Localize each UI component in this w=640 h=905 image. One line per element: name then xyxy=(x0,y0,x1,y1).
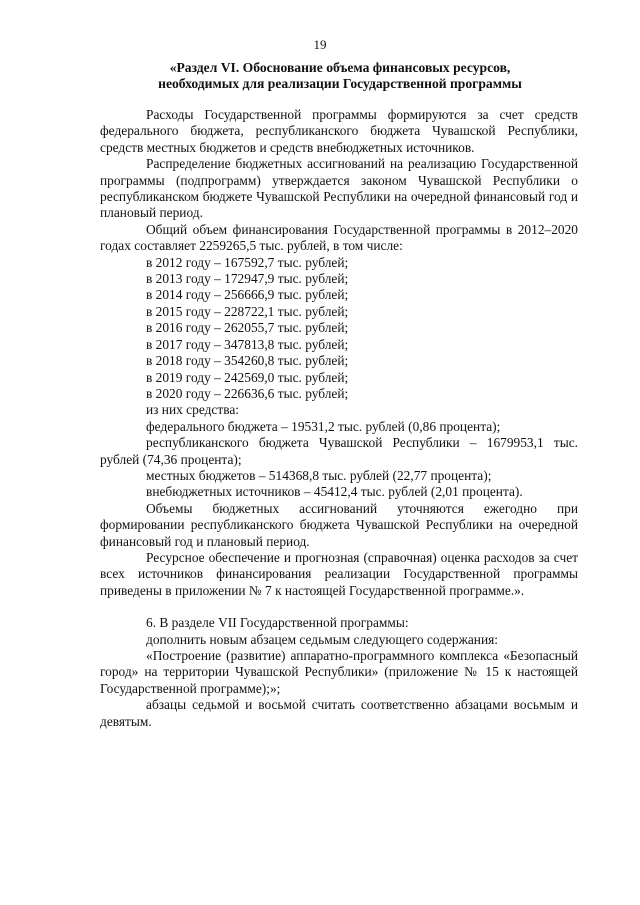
paragraph-resource-provision: Ресурсное обеспечение и прогнозная (справочная) оценка расходов за счет всех источников финансирования реализации Государственной программы приведены в приложении № 7 к настоящей Государственной программе.». xyxy=(100,549,578,598)
source-federal: федерального бюджета – 19531,2 тыс. рублей (0,86 процента); xyxy=(146,418,501,434)
source-local: местных бюджетов – 514368,8 тыс. рублей (22,77 процента); xyxy=(146,467,492,483)
paragraph-allocation: Распределение бюджетных ассигнований на реализацию Государственной программы (подпрограмм) утверждается законом Чувашской Республики о республиканском бюджете Чувашской Республики на очередной финансовый год и плановый период. xyxy=(100,156,578,221)
item-6-new-paragraph: «Построение (развитие) аппаратно-программного комплекса «Безопасный город» на территории Чувашской Республики» (приложение № 15 к настоящей Государственной программе);»; xyxy=(100,648,578,696)
paragraph-total-funding: Общий объем финансирования Государственной программы в 2012–2020 годах составляет 2259265,5 тыс. рублей, в том числе: xyxy=(100,221,578,254)
spacer xyxy=(100,599,578,615)
item-6-title: 6. В разделе VII Государственной программы: xyxy=(146,615,409,631)
section-heading xyxy=(100,60,580,93)
year-2012-amount: в 2012 году – 167592,7 тыс. рублей; xyxy=(146,254,349,270)
sources-intro: из них средства: xyxy=(146,402,240,418)
source-republic: республиканского бюджета Чувашской Республики – 1679953,1 тыс. рублей (74,36 процента); xyxy=(100,435,578,467)
item-6-renumbering: абзацы седьмой и восьмой считать соответственно абзацами восьмым и девятым. xyxy=(100,697,578,729)
year-2013-amount: в 2013 году – 172947,9 тыс. рублей; xyxy=(146,271,349,287)
item-6-instruction: дополнить новым абзацем седьмым следующего содержания: xyxy=(146,631,498,647)
heading-line-2: необходимых для реализации Государственной программы xyxy=(158,76,522,92)
year-2018-amount: в 2018 году – 354260,8 тыс. рублей; xyxy=(146,353,349,369)
year-2017-amount: в 2017 году – 347813,8 тыс. рублей; xyxy=(146,336,349,352)
document-body xyxy=(100,107,578,730)
year-2014-amount: в 2014 году – 256666,9 тыс. рублей; xyxy=(146,287,349,303)
heading-line-1: «Раздел VI. Обоснование объема финансовых ресурсов, xyxy=(169,60,511,75)
paragraph-expenses: Расходы Государственной программы формируются за счет средств федерального бюджета, республиканского бюджета Чувашской Республики, средств местных бюджетов и средств внебюджетных источников. xyxy=(100,107,578,155)
year-2019-amount: в 2019 году – 242569,0 тыс. рублей; xyxy=(146,369,349,385)
year-2015-amount: в 2015 году – 228722,1 тыс. рублей; xyxy=(146,303,349,319)
page-number: 19 xyxy=(313,37,327,52)
source-extrabudgetary: внебюджетных источников – 45412,4 тыс. рублей (2,01 процента). xyxy=(146,484,523,500)
paragraph-annual-adjustment: Объемы бюджетных ассигнований уточняются ежегодно при формировании республиканского бюджета Чувашской Республики на очередной финансовый год и плановый период. xyxy=(100,500,578,549)
year-2016-amount: в 2016 году – 262055,7 тыс. рублей; xyxy=(146,320,349,336)
year-2020-amount: в 2020 году – 226636,6 тыс. рублей; xyxy=(146,385,349,401)
